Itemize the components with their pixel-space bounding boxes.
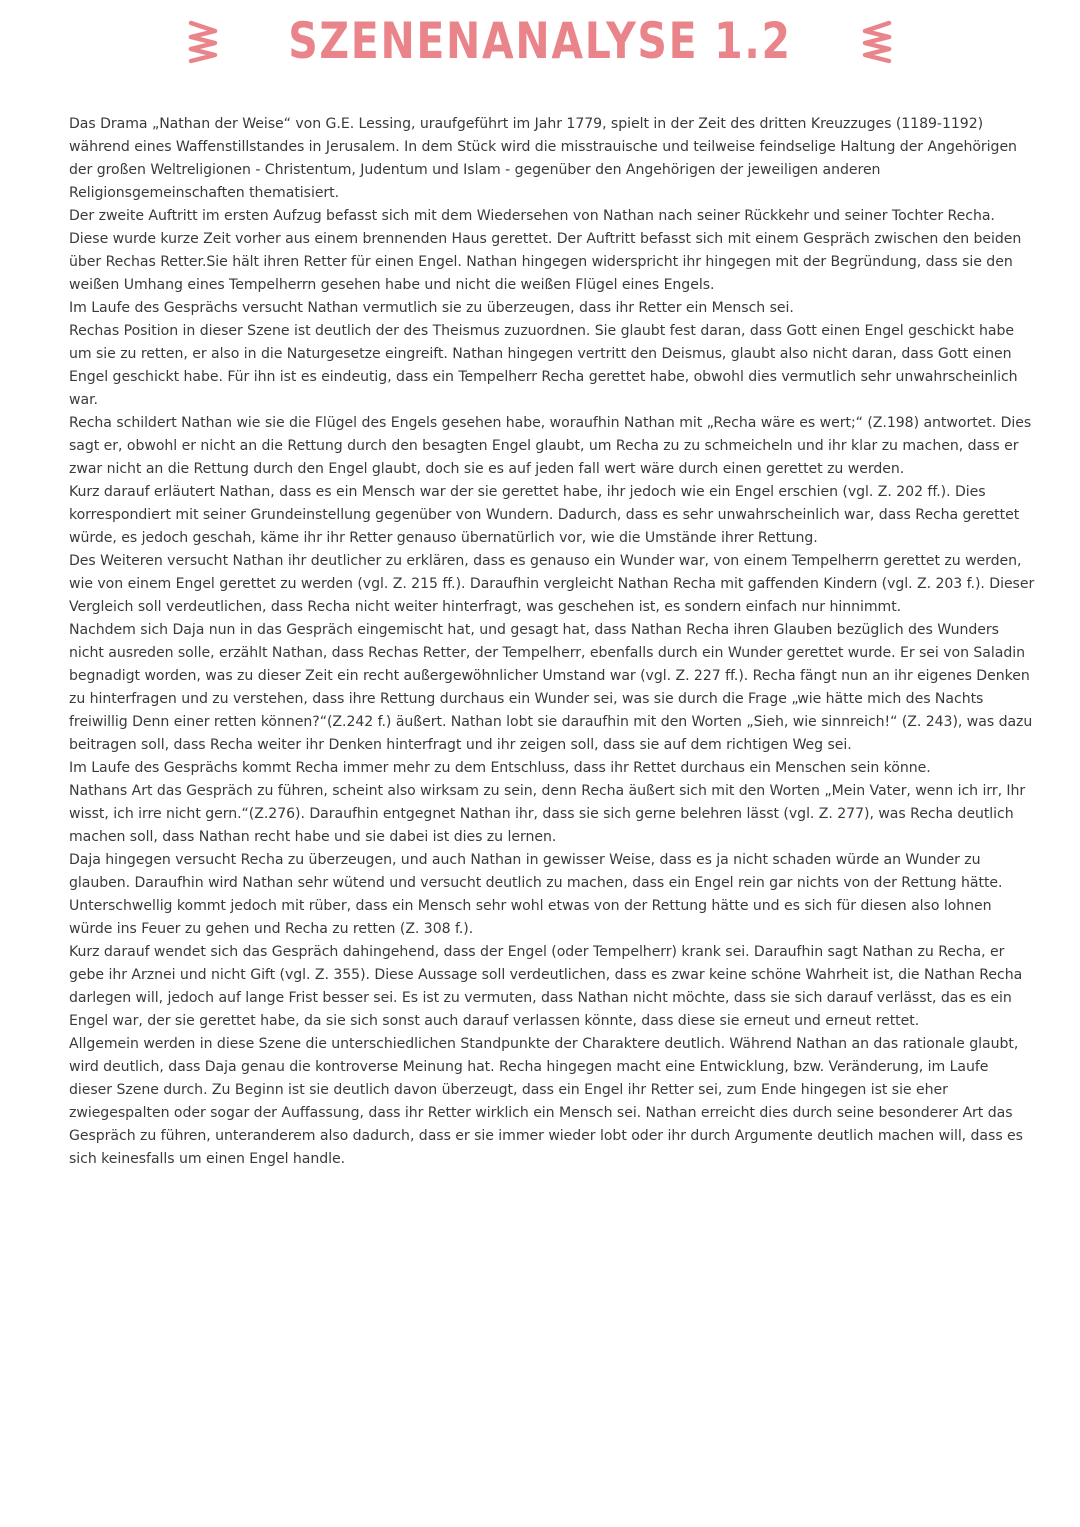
paragraph: Recha schildert Nathan wie sie die Flügel des Engels gesehen habe, woraufhin Nathan mit „Recha wäre es wert;“ (Z.198) antwortet. Dies sagt er, obwohl er nicht an die Rettung durch den besagten Engel glaubt, um Recha zu zu schmeicheln und ihr klar zu machen, dass er zwar nicht an die Rettung durch den Engel glaubt, doch sie es auf jeden fall wert wäre durch einen gerettet zu werden.: [69, 415, 1032, 477]
paragraph: Kurz darauf wendet sich das Gespräch dahingehend, dass der Engel (oder Tempelherr) krank sei. Daraufhin sagt Nathan zu Recha, er gebe ihr Arznei und nicht Gift (vgl. Z. 355). Diese Aussage soll verdeutlichen, dass es zwar keine schöne Wahrheit ist, die Nathan Recha darlegen will, jedoch auf lange Frist besser sei. Es ist zu vermuten, dass Nathan nicht möchte, dass sie sich darauf verlässt, das es ein Engel war, der sie gerettet habe, da sie sich sonst auch darauf verlassen könnte, dass diese sie erneut und erneut rettet.: [69, 944, 1023, 1029]
title-row: [0, 8, 1080, 74]
paragraph: Der zweite Auftritt im ersten Aufzug befasst sich mit dem Wiedersehen von Nathan nach seiner Rückkehr und seiner Tochter Recha. Diese wurde kurze Zeit vorher aus einem brennenden Haus gerettet. Der Auftritt befasst sich mit einem Gespräch zwischen den beiden über Rechas Retter.Sie hält ihren Retter für einen Engel. Nathan hingegen widerspricht ihr hingegen mit der Begründung, dass sie den weißen Umhang eines Tempelherrn gesehen habe und nicht die weißen Flügel eines Engels.: [69, 208, 1022, 293]
body-text: [69, 113, 1035, 1171]
paragraph: Des Weiteren versucht Nathan ihr deutlicher zu erklären, dass es genauso ein Wunder war, von einem Tempelherrn gerettet zu werden, wie von einem Engel gerettet zu werden (vgl. Z. 215 ff.). Daraufhin vergleicht Nathan Recha mit gaffenden Kindern (vgl. Z. 203 f.). Dieser Vergleich soll verdeutlichen, dass Recha nicht weiter hinterfragt, was geschehen ist, es sondern einfach nur hinnimmt.: [69, 553, 1035, 615]
paragraph-conclusion: Allgemein werden in diese Szene die unterschiedlichen Standpunkte der Charaktere deutlich. Während Nathan an das rationale glaubt, wird deutlich, dass Daja genau die kontroverse Meinung hat. Recha hingegen macht eine Entwicklung, bzw. Veränderung, im Laufe dieser Szene durch. Zu Beginn ist sie deutlich davon überzeugt, dass ein Engel ihr Retter sei, zum Ende hingegen ist sie eher zwiegespalten oder sogar der Auffassung, dass ihr Retter wirklich ein Mensch sei. Nathan erreicht dies durch seine besonderer Art das Gespräch zu führen, unteranderem also dadurch, dass er sie immer wieder lobt oder ihr durch Argumente deutlich machen will, dass es sich keinesfalls um einen Engel handle.: [69, 1036, 1023, 1167]
paragraph: Rechas Position in dieser Szene ist deutlich der des Theismus zuzuordnen. Sie glaubt fest daran, dass Gott einen Engel geschickt habe um sie zu retten, er also in die Naturgesetze eingreift. Nathan hingegen vertritt den Deismus, glaubt also nicht daran, dass Gott einen Engel geschickt habe. Für ihn ist es eindeutig, dass ein Tempelherr Recha gerettet habe, obwohl dies vermutlich sehr unwahrscheinlich war.: [69, 323, 1018, 408]
page-title: SZENENANALYSE 1.2: [288, 12, 792, 70]
triple-chevron-right-icon: [185, 15, 221, 67]
paragraph: Daja hingegen versucht Recha zu überzeugen, und auch Nathan in gewisser Weise, dass es ja nicht schaden würde an Wunder zu glauben. Daraufhin wird Nathan sehr wütend und versucht deutlich zu machen, dass ein Engel rein gar nichts von der Rettung hätte. Unterschwellig kommt jedoch mit rüber, dass ein Mensch sehr wohl etwas von der Rettung hätte und es sich für diesen also lohnen würde ins Feuer zu gehen und Recha zu retten (Z. 308 f.).: [69, 852, 1003, 937]
paragraph: Nathans Art das Gespräch zu führen, scheint also wirksam zu sein, denn Recha äußert sich mit den Worten „Mein Vater, wenn ich irr, Ihr wisst, ich irre nicht gern.“(Z.276). Daraufhin entgegnet Nathan ihr, dass sie sich gerne belehren lässt (vgl. Z. 277), was Recha deutlich machen soll, dass Nathan recht habe und sie dabei ist dies zu lernen.: [69, 783, 1026, 845]
triple-chevron-left-icon: [859, 15, 895, 67]
paragraph: Im Laufe des Gesprächs kommt Recha immer mehr zu dem Entschluss, dass ihr Rettet durchaus ein Menschen sein könne.: [69, 760, 931, 776]
paragraph: Nachdem sich Daja nun in das Gespräch eingemischt hat, und gesagt hat, dass Nathan Recha ihren Glauben bezüglich des Wunders nicht ausreden solle, erzählt Nathan, dass Rechas Retter, der Tempelherr, ebenfalls durch ein Wunder gerettet wurde. Er sei von Saladin begnadigt worden, was zu dieser Zeit ein recht außergewöhnlicher Umstand war (vgl. Z. 227 ff.). Recha fängt nun an ihr eigenes Denken zu hinterfragen und zu verstehen, dass ihre Rettung durchaus ein Wunder sei, was sie durch die Frage „wie hätte mich des Nachts freiwillig Denn einer retten können?“(Z.242 f.) äußert. Nathan lobt sie daraufhin mit den Worten „Sieh, wie sinnreich!“ (Z. 243), was dazu beitragen soll, dass Recha weiter ihr Denken hinterfragt und ihr zeigen soll, dass sie auf dem richtigen Weg sei.: [69, 622, 1033, 753]
paragraph: Im Laufe des Gesprächs versucht Nathan vermutlich sie zu überzeugen, dass ihr Retter ein Mensch sei.: [69, 300, 794, 316]
paragraph-intro: Das Drama „Nathan der Weise“ von G.E. Lessing, uraufgeführt im Jahr 1779, spielt in der Zeit des dritten Kreuzzuges (1189-1192) während eines Waffenstillstandes in Jerusalem. In dem Stück wird die misstrauische und teilweise feindselige Haltung der Angehörigen der großen Weltreligionen - Christentum, Judentum und Islam - gegenüber den Angehörigen der jeweiligen anderen Religionsgemeinschaften thematisiert.: [69, 116, 1017, 201]
paragraph: Kurz darauf erläutert Nathan, dass es ein Mensch war der sie gerettet habe, ihr jedoch wie ein Engel erschien (vgl. Z. 202 ff.). Dies korrespondiert mit seiner Grundeinstellung gegenüber von Wundern. Dadurch, dass es sehr unwahrscheinlich war, dass Recha gerettet würde, es jedoch geschah, käme ihr ihr Retter genauso übernatürlich vor, wie die Umstände ihrer Rettung.: [69, 484, 1020, 546]
